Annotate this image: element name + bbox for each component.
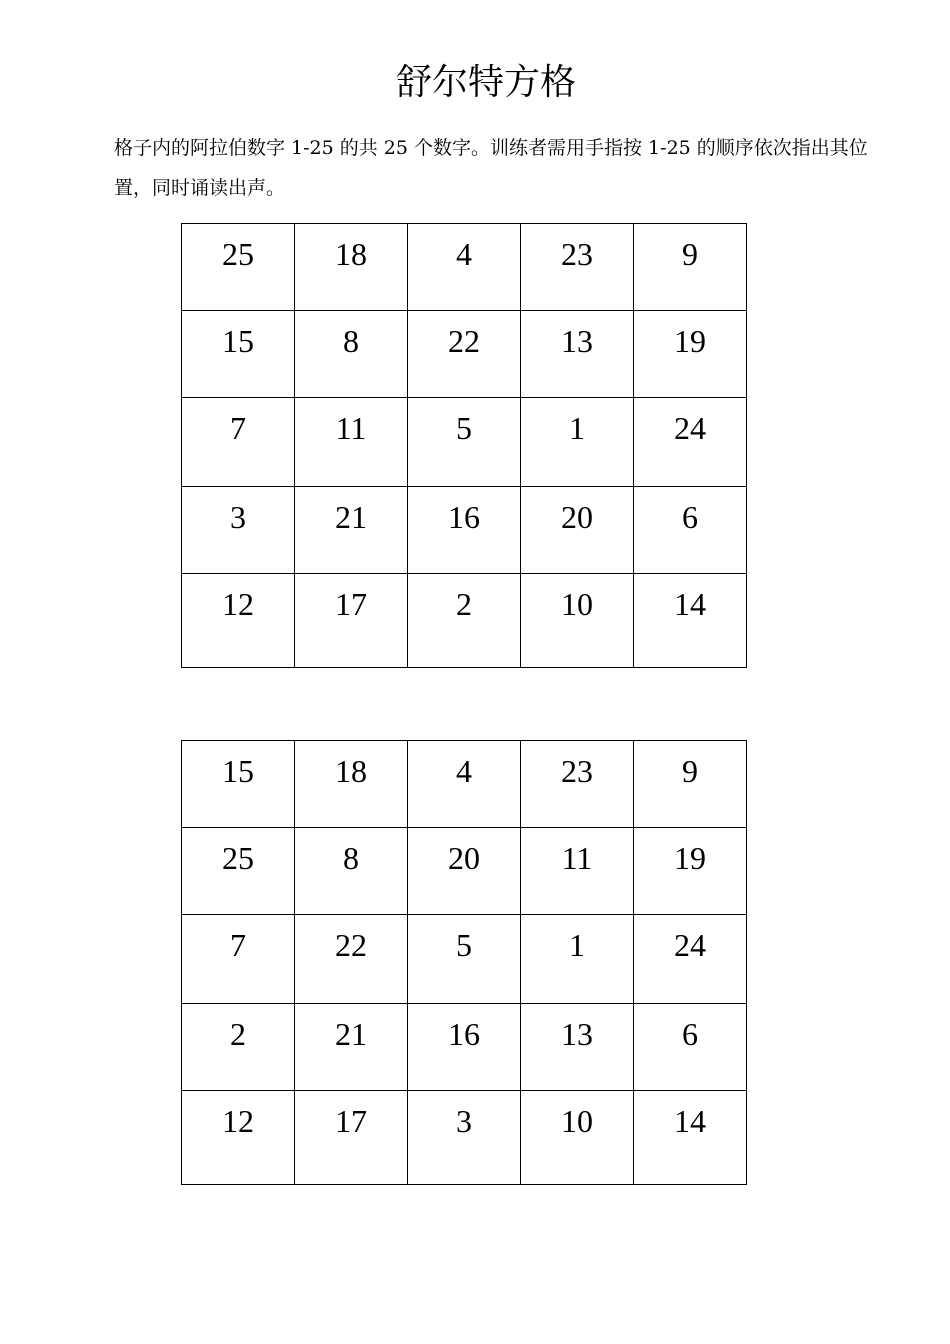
grid-cell: 1 xyxy=(521,915,634,1004)
grid-cell: 3 xyxy=(408,1091,521,1185)
grid-cell: 19 xyxy=(634,828,747,915)
grid-cell: 25 xyxy=(182,224,295,311)
grid-cell: 15 xyxy=(182,741,295,828)
grid-row xyxy=(182,915,747,1004)
grid-cell: 9 xyxy=(634,224,747,311)
schulte-grid-1 xyxy=(181,223,747,668)
grid-cell: 13 xyxy=(521,1004,634,1091)
grid-cell: 8 xyxy=(295,311,408,398)
grid-row xyxy=(182,741,747,828)
grid-cell: 18 xyxy=(295,741,408,828)
grid-cell: 23 xyxy=(521,224,634,311)
grid-cell: 23 xyxy=(521,741,634,828)
grid-cell: 25 xyxy=(182,828,295,915)
grid-row xyxy=(182,1091,747,1185)
grid-cell: 24 xyxy=(634,398,747,487)
grid-row xyxy=(182,311,747,398)
grid-cell: 5 xyxy=(408,915,521,1004)
grid-cell: 17 xyxy=(295,1091,408,1185)
grid-cell: 14 xyxy=(634,1091,747,1185)
grid-cell: 14 xyxy=(634,574,747,668)
grid-cell: 6 xyxy=(634,1004,747,1091)
grid-cell: 24 xyxy=(634,915,747,1004)
grid-cell: 22 xyxy=(295,915,408,1004)
grid-cell: 7 xyxy=(182,915,295,1004)
grid-cell: 4 xyxy=(408,741,521,828)
grid-cell: 5 xyxy=(408,398,521,487)
grid-cell: 19 xyxy=(634,311,747,398)
grid-cell: 15 xyxy=(182,311,295,398)
grid-cell: 16 xyxy=(408,1004,521,1091)
grid-cell: 6 xyxy=(634,487,747,574)
schulte-grid-2 xyxy=(181,740,747,1185)
grid-cell: 21 xyxy=(295,487,408,574)
grid-cell: 7 xyxy=(182,398,295,487)
grid-cell: 10 xyxy=(521,574,634,668)
grid-cell: 9 xyxy=(634,741,747,828)
grid-row xyxy=(182,574,747,668)
grid-cell: 11 xyxy=(521,828,634,915)
grid-cell: 11 xyxy=(295,398,408,487)
grid-cell: 1 xyxy=(521,398,634,487)
grid-row xyxy=(182,398,747,487)
grid-cell: 12 xyxy=(182,1091,295,1185)
instructions-text: 格子内的阿拉伯数字 1-25 的共 25 个数字。训练者需用手指按 1-25 的顺序依次指出其位置，同时诵读出声。 xyxy=(114,137,868,199)
grid-cell: 4 xyxy=(408,224,521,311)
grid-cell: 10 xyxy=(521,1091,634,1185)
grid-cell: 21 xyxy=(295,1004,408,1091)
grid-cell: 2 xyxy=(408,574,521,668)
grid-cell: 8 xyxy=(295,828,408,915)
grid-cell: 20 xyxy=(521,487,634,574)
grid-cell: 13 xyxy=(521,311,634,398)
grid-row xyxy=(182,1004,747,1091)
page-title: 舒尔特方格 xyxy=(395,62,576,103)
grid-cell: 18 xyxy=(295,224,408,311)
grid-row xyxy=(182,828,747,915)
grid-row xyxy=(182,224,747,311)
grid-cell: 20 xyxy=(408,828,521,915)
grid-cell: 3 xyxy=(182,487,295,574)
grid-cell: 12 xyxy=(182,574,295,668)
grid-cell: 2 xyxy=(182,1004,295,1091)
grid-cell: 17 xyxy=(295,574,408,668)
grid-cell: 16 xyxy=(408,487,521,574)
grid-row xyxy=(182,487,747,574)
grid-cell: 22 xyxy=(408,311,521,398)
